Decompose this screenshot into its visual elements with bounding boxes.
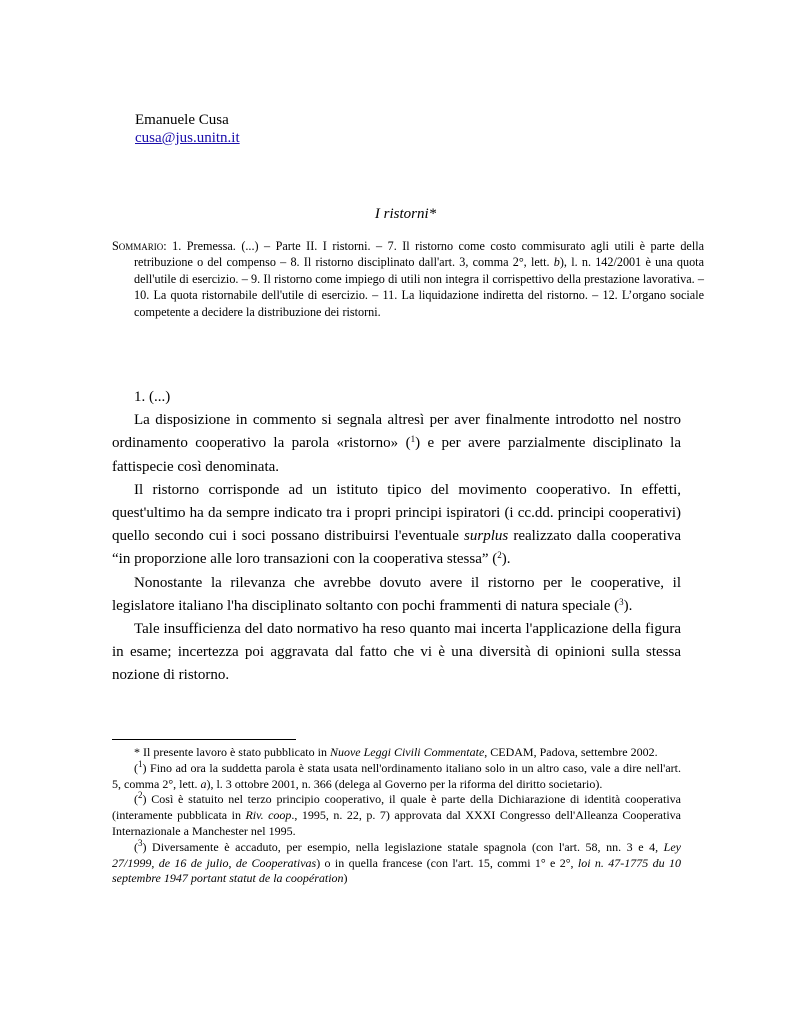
article-title (0, 206, 791, 223)
footnote-ref-1: 1 (410, 434, 416, 445)
footnote-text: ) o in quella francese (con l'art. 15, commi 1° e 2°, (316, 855, 578, 870)
footnote-text: ., 1995, n. 22, p. 7) approvata dal XXXI Congresso dell'Alleanza Cooperativa Internazionale a Manchester nel 1995. (112, 808, 681, 838)
footnote-star (112, 745, 681, 761)
footnote-italic: Nuove Leggi Civili Commentate (329, 745, 485, 759)
footnote-italic: a (200, 776, 207, 791)
footnote-2: ($^2$) Così è statuito nel terzo principio cooperativo, il quale è parte della Dichiarazione di identità cooperativa (interamente pubblicata in Riv. coop., 1995, n. 22, p. 7) approvata dal XXXI Congresso dell'Alleanza Cooperativa Internazionale a Manchester nel 1995. (112, 790, 681, 838)
footnote-number: 2 (138, 790, 143, 801)
section-heading: 1. (...) (134, 389, 171, 405)
paragraph-text: ). (623, 597, 633, 614)
summary-text: 1. Premessa. (...) – Parte II. I ristorni. – 7. Il ristorno come costo commisurato agli utili è parte della retribuzione o del compenso – 8. Il ristorno disciplinato dall'art. 3, comma 2°, lett. (134, 239, 704, 270)
title-footnote-mark: * (428, 206, 437, 222)
paragraph-text: ) e per avere parzialmente disciplinato la fattispecie così denominata. (112, 435, 682, 475)
footnote-italic: de 16 de julio (158, 855, 229, 870)
footnote-number: 3 (138, 837, 143, 848)
paragraph-1 (112, 409, 681, 479)
footnote-text: , CEDAM, Padova, settembre 2002. (484, 745, 658, 759)
footnote-text: ), l. 3 ottobre 2001, n. 366 (delega al Governo per la riforma del diritto societario). (206, 776, 603, 791)
footnote-italic: de Cooperativas (235, 855, 317, 870)
paragraph-text: Il ristorno corrisponde ad un istituto tipico del movimento cooperativo. In effetti, quest'ultimo ha da sempre indicato tra i propri principi ispiratori (i cc.dd. principi cooperativi) quello secondo cui i soci possano distribuirsi l'eventuale (112, 481, 681, 545)
footnote-italic: Ley 27/1999 (112, 839, 681, 870)
footnote-1: ($^1$) Fino ad ora la suddetta parola è stata usata nell'ordinamento italiano solo in un altro caso, vale a dire nell'art. 5, comma 2°, lett. a), l. 3 ottobre 2001, n. 366 (delega al Governo per la riforma del diritto societario). (112, 758, 681, 791)
footnote-text: , (151, 855, 159, 870)
footnote-ref-2: 2 (497, 550, 502, 561)
summary-block (112, 238, 704, 320)
paragraph-text: ). (501, 551, 511, 568)
footnote-ref-3: 3 (619, 596, 624, 607)
footnote-3: ($^3$) Diversamente è accaduto, per esempio, nella legislazione statale spagnola (con l'art. 58, nn. 3 e 4, Ley 27/1999, de 16 de julio, de Cooperativas) o in quella francese (con l'art. 15, commi 1° e 2°, loi n. 47-1775 du 10 septembre 1947 portant statut de la coopération) (112, 837, 682, 886)
paragraph-text: Nonostante la rilevanza che avrebbe dovuto avere il ristorno per le cooperative, il legislatore italiano l'ha disciplinato soltanto con pochi frammenti di natura speciale ( (112, 574, 681, 614)
footnote-number: 1 (138, 758, 143, 769)
footnote-italic: loi n. 47-1775 du 10 septembre 1947 portant statut de la coopération (112, 855, 682, 886)
paragraph-2 (112, 479, 681, 572)
footnote-text: ) Così è statuito nel terzo principio cooperativo, il quale è parte della Dichiarazione di identità cooperativa (interamente pubblicata in (112, 792, 681, 823)
footnote-text: * Il presente lavoro è stato pubblicato in (134, 745, 330, 759)
paragraph-text: realizzato dalla cooperativa “in proporzione alle loro transazioni con la cooperativa stessa” ( (112, 528, 681, 568)
paragraph-text: La disposizione in commento si segnala altresì per aver finalmente introdotto nel nostro ordinamento cooperativo la parola «ristorno» ( (112, 412, 681, 452)
footnotes (112, 745, 681, 887)
footnote-text: , (228, 855, 236, 870)
summary-text-cont: ), l. n. 142/2001 è una quota dell'utile di esercizio. – 9. Il ristorno come impiego di utili non integra il corrispettivo della prestazione lavorativa. – 10. La quota ristornabile dell'utile di esercizio. – 11. La liquidazione indiretta del ristorno. – 12. L’organo sociale competente a decidere la distribuzione dei ristorni. (134, 255, 704, 319)
footnote-text: ) (343, 871, 348, 886)
body-text (112, 386, 681, 688)
footnote-italic: Riv. coop (245, 808, 292, 823)
title-text: I ristorni (374, 206, 429, 222)
author-email-link[interactable]: cusa@jus.unitn.it (135, 130, 240, 146)
italic-term: surplus (464, 528, 509, 545)
author-name: Emanuele Cusa (135, 112, 229, 128)
paragraph-3 (112, 572, 681, 618)
paragraph-4: Tale insufficienza del dato normativo ha reso quanto mai incerta l'applicazione della figura in esame; incertezza poi aggravata dal fatto che vi è una diversità di opinioni sulla stessa nozione di ristorno. (112, 621, 681, 684)
footnote-text: ) Diversamente è accaduto, per esempio, nella legislazione statale spagnola (con l'art. 58, nn. 3 e 4, (142, 839, 664, 854)
summary-label: Sommario: (112, 239, 167, 253)
footnote-separator (112, 739, 296, 740)
summary-italic: b (553, 255, 560, 270)
footnote-text: ) Fino ad ora la suddetta parola è stata usata nell'ordinamento italiano solo in un altro caso, vale a dire nell'art. 5, comma 2°, lett. (112, 760, 681, 791)
